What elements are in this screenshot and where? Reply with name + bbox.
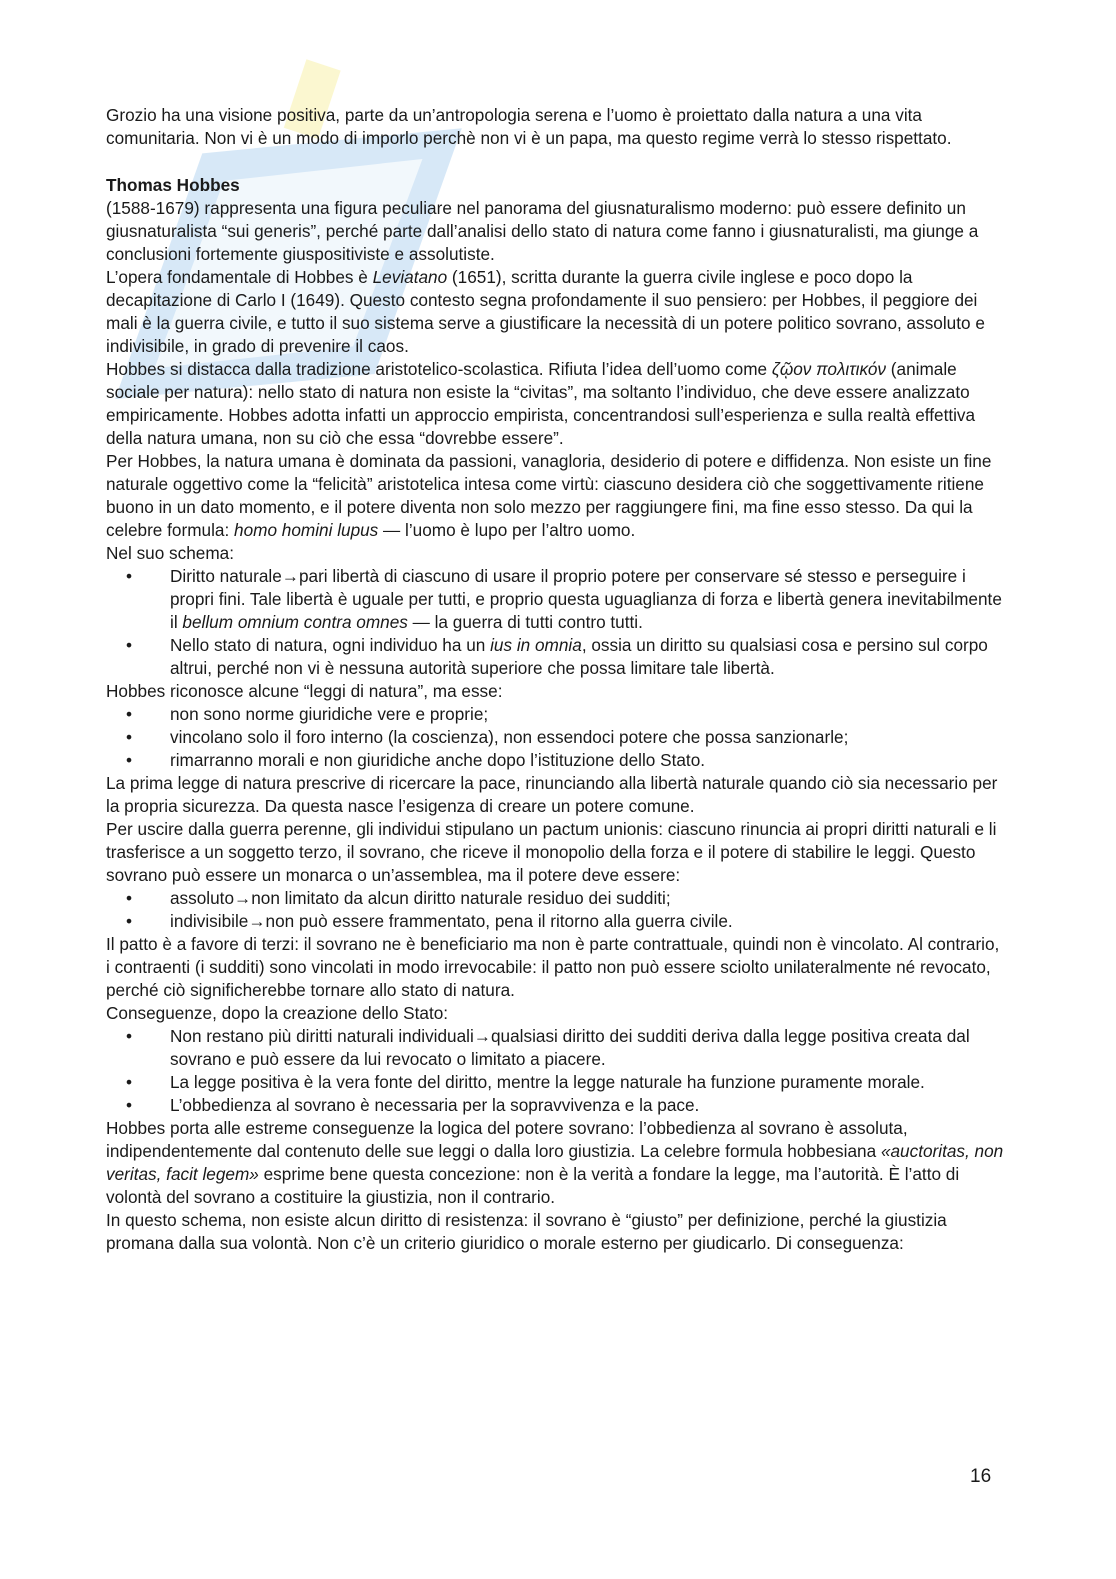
intro-paragraph: Grozio ha una visione positiva, parte da un’antropologia serena e l’uomo è proiettato dalla natura a una vita comunitaria. Non vi è un modo di imporlo perchè non vi è un papa, ma questo regime verrà lo stesso rispettato. xyxy=(106,105,952,148)
paragraph-2: L’opera fondamentale di Hobbes è Leviatano (1651), scritta durante la guerra civile inglese e poco dopo la decapitazione di Carlo I (1649). Questo contesto segna profondamente il suo pensiero: per Hobbes, il peggiore dei mali è la guerra civile, e tutto il suo sistema serve a giustificare la necessità di un potere politico sovrano, assoluto e indivisibile, in grado di prevenire il caos. xyxy=(106,267,985,356)
homo-homini-lupus: homo homini lupus xyxy=(234,520,379,540)
paragraph-8: Hobbes porta alle estreme conseguenze la logica del potere sovrano: l’obbedienza al sovrano è assoluta, indipendentemente dal contenuto delle sue leggi o dalla loro giustizia. La celebre formula hobbesiana «auctoritas, non veritas, facit legem» esprime bene questa concezione: non è la verità a fondare la legge, ma l’autorità. È l’atto di volontà del sovrano a costituire la giustizia, non il contrario. xyxy=(106,1118,1004,1207)
list-item: • indivisibile→non può essere frammentato, pena il ritorno alla guerra civile. xyxy=(106,910,1006,933)
consequences-intro: Conseguenze, dopo la creazione dello Stato: xyxy=(106,1003,449,1023)
list-item: • Diritto naturale→pari libertà di ciascuno di usare il proprio potere per conservare sé stesso e perseguire i propri fini. Tale libertà è uguale per tutti, e proprio questa uguaglianza di forza e libertà genera inevitabilmente il bellum omnium contra omnes — la guerra di tutti contro tutti. xyxy=(106,565,1006,634)
paragraph-1: (1588-1679) rappresenta una figura peculiare nel panorama del giusnaturalismo moderno: può essere definito un giusnaturalista “sui generis”, perché parte dall’analisi dello stato di natura come fanno i giusnaturalisti, ma giunge a conclusioni fortemente giuspositiviste e assolutiste. xyxy=(106,198,979,264)
list-item: • vincolano solo il foro interno (la coscienza), non essendoci potere che possa sanzionarle; xyxy=(106,726,1006,749)
list-item: • Nello stato di natura, ogni individuo ha un ius in omnia, ossia un diritto su qualsiasi cosa e persino sul corpo altrui, perché non vi è nessuna autorità superiore che possa limitare tale libertà. xyxy=(106,634,1006,680)
section-heading: Thomas Hobbes xyxy=(106,175,240,195)
paragraph-6: Per uscire dalla guerra perenne, gli individui stipulano un pactum unionis: ciascuno rinuncia ai propri diritti naturali e li trasferisce a un soggetto terzo, il sovrano, che riceve il monopolio della forza e il potere di stabilire le leggi. Questo sovrano può essere un monarca o un’assemblea, ma il potere deve essere: xyxy=(106,819,997,885)
laws-list xyxy=(106,703,1006,772)
list-item: • L’obbedienza al sovrano è necessaria per la sopravvivenza e la pace. xyxy=(106,1094,1006,1117)
list-item: • assoluto→non limitato da alcun diritto naturale residuo dei sudditi; xyxy=(106,887,1006,910)
paragraph-4: Per Hobbes, la natura umana è dominata da passioni, vanagloria, desiderio di potere e diffidenza. Non esiste un fine naturale oggettivo come la “felicità” aristotelica intesa come virtù: ciascuno desidera ciò che soggettivamente ritiene buono in un dato momento, e il potere diventa non solo mezzo per raggiungere fini, ma fine esso stesso. Da qui la celebre formula: homo homini lupus — l’uomo è lupo per l’altro uomo. xyxy=(106,451,992,540)
paragraph-7: Il patto è a favore di terzi: il sovrano ne è beneficiario ma non è parte contrattuale, quindi non è vincolato. Al contrario, i contraenti (i sudditi) sono vincolati in modo irrevocabile: il patto non può essere sciolto unilateralmente né revocato, perché ciò significherebbe tornare allo stato di natura. xyxy=(106,934,1000,1000)
zoon-politikon: ζῷον πολιτικόν xyxy=(771,359,887,379)
schema-intro: Nel suo schema: xyxy=(106,543,235,563)
auctoritas-formula: «auctoritas, non veritas, facit legem» xyxy=(106,1141,1004,1184)
leviatano-title: Leviatano xyxy=(372,267,448,287)
list-item: • Non restano più diritti naturali individuali→qualsiasi diritto dei sudditi deriva dalla legge positiva creata dal sovrano e può essere da lui revocato o limitato a piacere. xyxy=(106,1025,1006,1071)
paragraph-5: La prima legge di natura prescrive di ricercare la pace, rinunciando alla libertà naturale quando ciò sia necessario per la propria sicurezza. Da questa nasce l’esigenza di creare un potere comune. xyxy=(106,773,998,816)
page-number: 16 xyxy=(970,1466,992,1487)
list-item: • non sono norme giuridiche vere e proprie; xyxy=(106,703,1006,726)
power-list xyxy=(106,887,1006,933)
list-item: • La legge positiva è la vera fonte del diritto, mentre la legge naturale ha funzione puramente morale. xyxy=(106,1071,1006,1094)
laws-intro: Hobbes riconosce alcune “leggi di natura”, ma esse: xyxy=(106,681,503,701)
consequences-list xyxy=(106,1025,1006,1117)
paragraph-9: In questo schema, non esiste alcun diritto di resistenza: il sovrano è “giusto” per definizione, perché la giustizia promana dalla sua volontà. Non c’è un criterio giuridico o morale esterno per giudicarlo. Di conseguenza: xyxy=(106,1210,947,1253)
document-page xyxy=(106,104,1006,1255)
paragraph-3: Hobbes si distacca dalla tradizione aristotelico-scolastica. Rifiuta l’idea dell’uomo come ζῷον πολιτικόν (animale sociale per natura): nello stato di natura non esiste la “civitas”, ma soltanto l’individuo, che deve essere analizzato empiricamente. Hobbes adotta infatti un approccio empirista, concentrandosi sull’esperienza e sulla realtà effettiva della natura umana, non su ciò che essa “dovrebbe essere”. xyxy=(106,359,976,448)
schema-list xyxy=(106,565,1006,680)
list-item: • rimarranno morali e non giuridiche anche dopo l’istituzione dello Stato. xyxy=(106,749,1006,772)
